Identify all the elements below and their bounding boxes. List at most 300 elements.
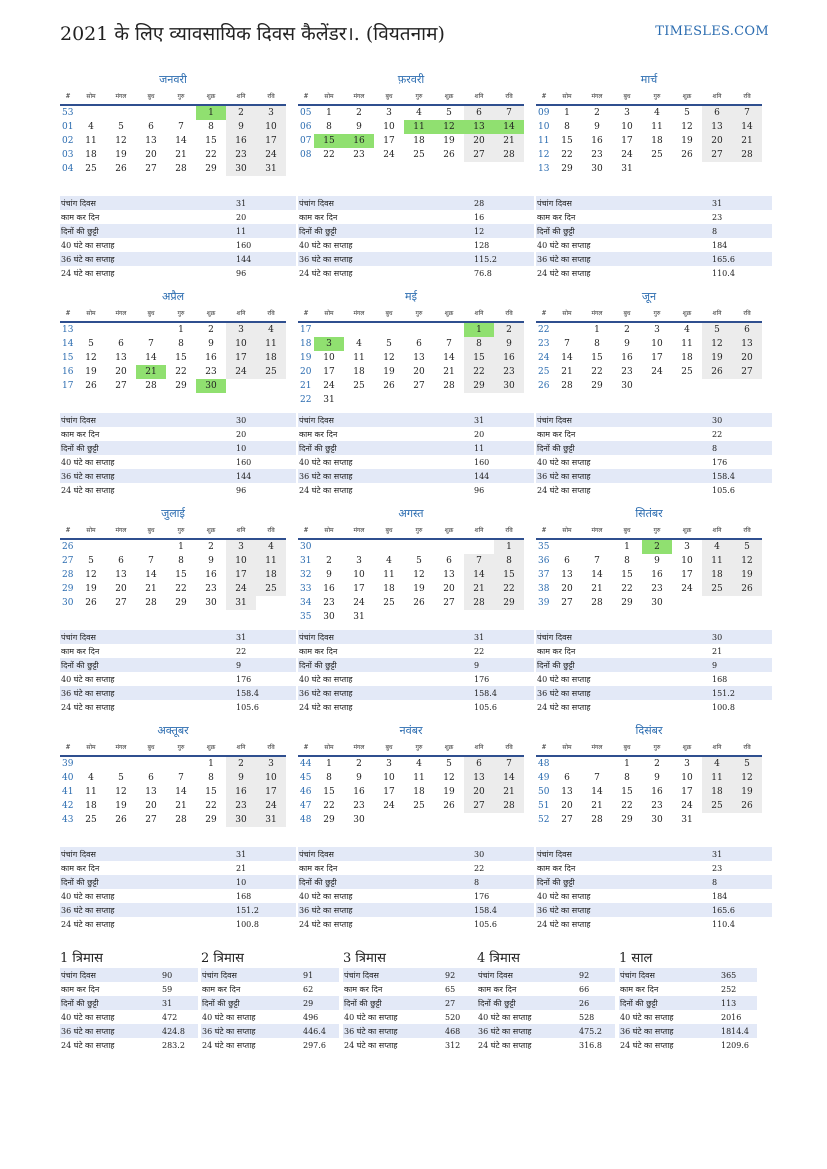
day-cell[interactable]: 13 [413, 353, 425, 363]
day-cell[interactable]: 15 [175, 353, 187, 363]
day-cell[interactable]: 15 [205, 787, 217, 797]
day-cell[interactable]: 1 [624, 759, 630, 769]
day-cell[interactable]: 11 [256, 337, 286, 351]
day-cell[interactable]: 26 [702, 365, 732, 379]
day-cell[interactable]: 6 [464, 106, 494, 120]
day-cell[interactable]: 23 [651, 584, 663, 594]
day-cell[interactable]: 20 [702, 134, 732, 148]
day-cell[interactable]: 27 [702, 148, 732, 162]
day-cell[interactable]: 4 [256, 323, 286, 337]
day-cell[interactable]: 4 [356, 339, 362, 349]
day-cell[interactable]: 17 [353, 584, 365, 594]
day-cell[interactable]: 20 [145, 801, 157, 811]
day-cell[interactable]: 8 [494, 554, 524, 568]
day-cell[interactable]: 24 [256, 148, 286, 162]
day-cell[interactable]: 21 [732, 134, 762, 148]
day-cell[interactable]: 25 [651, 150, 663, 160]
day-cell[interactable]: 20 [464, 785, 494, 799]
day-cell[interactable]: 25 [413, 150, 425, 160]
day-cell[interactable]: 17 [256, 785, 286, 799]
day-cell[interactable]: 29 [561, 164, 573, 174]
day-cell[interactable]: 12 [85, 570, 97, 580]
day-cell[interactable]: 15 [561, 136, 573, 146]
day-cell[interactable]: 7 [594, 556, 600, 566]
day-cell[interactable]: 6 [416, 339, 422, 349]
day-cell[interactable]: 21 [591, 584, 603, 594]
day-cell[interactable]: 14 [561, 353, 573, 363]
day-cell[interactable]: 12 [443, 773, 455, 783]
day-cell[interactable]: 14 [175, 136, 187, 146]
day-cell[interactable]: 30 [226, 162, 256, 176]
day-cell[interactable]: 12 [85, 353, 97, 363]
day-cell[interactable]: 11 [85, 787, 97, 797]
day-cell[interactable]: 24 [353, 598, 365, 608]
day-cell[interactable]: 15 [314, 134, 344, 148]
day-cell[interactable]: 11 [681, 339, 693, 349]
day-cell[interactable]: 9 [654, 556, 660, 566]
day-cell[interactable]: 12 [115, 136, 127, 146]
day-cell[interactable]: 19 [732, 785, 762, 799]
day-cell[interactable]: 5 [446, 108, 452, 118]
day-cell[interactable]: 10 [323, 353, 335, 363]
day-cell[interactable]: 5 [732, 540, 762, 554]
day-cell[interactable]: 8 [178, 339, 184, 349]
day-cell[interactable]: 27 [145, 815, 157, 825]
day-cell[interactable]: 28 [591, 815, 603, 825]
day-cell[interactable]: 24 [621, 150, 633, 160]
day-cell[interactable]: 25 [702, 799, 732, 813]
day-cell[interactable]: 11 [256, 554, 286, 568]
day-cell[interactable]: 1 [326, 108, 332, 118]
day-cell[interactable]: 25 [702, 582, 732, 596]
day-cell[interactable]: 24 [681, 801, 693, 811]
day-cell[interactable]: 5 [416, 556, 422, 566]
day-cell[interactable]: 3 [386, 108, 392, 118]
day-cell[interactable]: 13 [115, 353, 127, 363]
day-cell[interactable]: 19 [681, 136, 693, 146]
day-cell[interactable]: 13 [145, 787, 157, 797]
day-cell[interactable]: 8 [208, 773, 214, 783]
day-cell[interactable]: 4 [416, 108, 422, 118]
day-cell[interactable]: 5 [88, 556, 94, 566]
day-cell[interactable]: 17 [681, 570, 693, 580]
day-cell[interactable]: 24 [226, 365, 256, 379]
day-cell[interactable]: 30 [651, 598, 663, 608]
day-cell[interactable]: 17 [256, 134, 286, 148]
day-cell[interactable]: 14 [145, 353, 157, 363]
day-cell[interactable]: 13 [145, 136, 157, 146]
day-cell[interactable]: 4 [702, 757, 732, 771]
day-cell[interactable]: 29 [464, 379, 494, 393]
day-cell[interactable]: 9 [494, 337, 524, 351]
day-cell[interactable]: 23 [353, 801, 365, 811]
day-cell[interactable]: 6 [464, 757, 494, 771]
day-cell[interactable]: 15 [621, 787, 633, 797]
day-cell[interactable]: 23 [494, 365, 524, 379]
day-cell[interactable]: 13 [702, 120, 732, 134]
day-cell[interactable]: 26 [443, 801, 455, 811]
day-cell[interactable]: 2 [594, 108, 600, 118]
day-cell[interactable]: 20 [145, 150, 157, 160]
day-cell[interactable]: 9 [226, 771, 256, 785]
day-cell[interactable]: 10 [353, 570, 365, 580]
day-cell[interactable]: 4 [88, 773, 94, 783]
day-cell[interactable]: 29 [591, 381, 603, 391]
day-cell[interactable]: 26 [85, 598, 97, 608]
day-cell[interactable]: 7 [178, 773, 184, 783]
day-cell[interactable]: 27 [464, 799, 494, 813]
day-cell[interactable]: 5 [446, 759, 452, 769]
day-cell[interactable]: 24 [681, 584, 693, 594]
day-cell[interactable]: 19 [115, 801, 127, 811]
day-cell[interactable]: 8 [326, 773, 332, 783]
day-cell[interactable]: 17 [383, 787, 395, 797]
day-cell[interactable]: 12 [434, 120, 464, 134]
day-cell[interactable]: 5 [386, 339, 392, 349]
day-cell[interactable]: 10 [681, 773, 693, 783]
day-cell[interactable]: 18 [85, 150, 97, 160]
day-cell[interactable]: 27 [732, 365, 762, 379]
day-cell[interactable]: 6 [702, 106, 732, 120]
day-cell[interactable]: 10 [256, 771, 286, 785]
day-cell[interactable]: 16 [353, 787, 365, 797]
day-cell[interactable]: 25 [681, 367, 693, 377]
day-cell[interactable]: 6 [148, 122, 154, 132]
day-cell[interactable]: 6 [564, 773, 570, 783]
day-cell[interactable]: 18 [651, 136, 663, 146]
day-cell[interactable]: 20 [561, 584, 573, 594]
day-cell[interactable]: 9 [226, 120, 256, 134]
day-cell[interactable]: 27 [413, 381, 425, 391]
day-cell[interactable]: 16 [621, 353, 633, 363]
day-cell[interactable]: 2 [226, 106, 256, 120]
day-cell[interactable]: 9 [594, 122, 600, 132]
day-cell[interactable]: 28 [591, 598, 603, 608]
day-cell[interactable]: 16 [591, 136, 603, 146]
day-cell[interactable]: 9 [356, 773, 362, 783]
day-cell[interactable]: 1 [624, 542, 630, 552]
day-cell[interactable]: 24 [651, 367, 663, 377]
day-cell[interactable]: 22 [621, 584, 633, 594]
day-cell[interactable]: 27 [561, 815, 573, 825]
day-cell[interactable]: 7 [494, 106, 524, 120]
day-cell[interactable]: 2 [208, 325, 214, 335]
day-cell[interactable]: 5 [702, 323, 732, 337]
day-cell[interactable]: 3 [654, 325, 660, 335]
day-cell[interactable]: 14 [591, 570, 603, 580]
day-cell[interactable]: 29 [205, 164, 217, 174]
day-cell[interactable]: 27 [561, 598, 573, 608]
day-cell[interactable]: 9 [326, 570, 332, 580]
day-cell[interactable]: 22 [464, 365, 494, 379]
day-cell[interactable]: 30 [591, 164, 603, 174]
day-cell[interactable]: 3 [226, 323, 256, 337]
day-cell[interactable]: 24 [323, 381, 335, 391]
day-cell[interactable]: 25 [256, 365, 286, 379]
day-cell[interactable]: 28 [494, 799, 524, 813]
day-cell[interactable]: 19 [443, 136, 455, 146]
site-link[interactable]: TIMESLES.COM [655, 24, 769, 39]
day-cell[interactable]: 29 [323, 815, 335, 825]
day-cell[interactable]: 26 [115, 164, 127, 174]
day-cell[interactable]: 8 [594, 339, 600, 349]
day-cell[interactable]: 24 [383, 150, 395, 160]
day-cell[interactable]: 27 [443, 598, 455, 608]
day-cell[interactable]: 18 [383, 584, 395, 594]
day-cell[interactable]: 18 [353, 367, 365, 377]
day-cell[interactable]: 9 [208, 339, 214, 349]
day-cell[interactable]: 26 [383, 381, 395, 391]
day-cell[interactable]: 6 [446, 556, 452, 566]
day-cell[interactable]: 19 [383, 367, 395, 377]
day-cell[interactable]: 23 [591, 150, 603, 160]
day-cell[interactable]: 19 [443, 787, 455, 797]
day-cell[interactable]: 4 [702, 540, 732, 554]
day-cell[interactable]: 21 [561, 367, 573, 377]
day-cell[interactable]: 31 [226, 596, 256, 610]
day-cell[interactable]: 8 [178, 556, 184, 566]
day-cell[interactable]: 28 [175, 815, 187, 825]
day-cell[interactable]: 13 [464, 120, 494, 134]
day-cell[interactable]: 15 [494, 568, 524, 582]
day-cell[interactable]: 21 [175, 801, 187, 811]
day-cell[interactable]: 20 [464, 134, 494, 148]
day-cell[interactable]: 5 [88, 339, 94, 349]
day-cell[interactable]: 21 [464, 582, 494, 596]
day-cell[interactable]: 23 [205, 367, 217, 377]
day-cell[interactable]: 17 [226, 568, 256, 582]
day-cell[interactable]: 18 [702, 785, 732, 799]
day-cell[interactable]: 12 [702, 337, 732, 351]
day-cell[interactable]: 6 [118, 339, 124, 349]
day-cell[interactable]: 25 [256, 582, 286, 596]
day-cell[interactable]: 26 [681, 150, 693, 160]
day-cell[interactable]: 17 [681, 787, 693, 797]
day-cell[interactable]: 18 [681, 353, 693, 363]
day-cell[interactable]: 16 [205, 570, 217, 580]
day-cell[interactable]: 11 [413, 773, 425, 783]
day-cell[interactable]: 16 [651, 787, 663, 797]
day-cell[interactable]: 8 [624, 773, 630, 783]
day-cell[interactable]: 23 [226, 148, 256, 162]
day-cell[interactable]: 30 [353, 815, 365, 825]
day-cell[interactable]: 3 [256, 757, 286, 771]
day-cell[interactable]: 25 [353, 381, 365, 391]
day-cell[interactable]: 16 [205, 353, 217, 363]
day-cell[interactable]: 10 [651, 339, 663, 349]
day-cell[interactable]: 31 [323, 395, 335, 405]
day-cell[interactable]: 1 [594, 325, 600, 335]
day-cell[interactable]: 19 [413, 584, 425, 594]
day-cell[interactable]: 28 [561, 381, 573, 391]
day-cell[interactable]: 11 [85, 136, 97, 146]
day-cell[interactable]: 27 [115, 598, 127, 608]
day-cell[interactable]: 13 [443, 570, 455, 580]
day-cell[interactable]: 20 [115, 367, 127, 377]
day-cell[interactable]: 9 [654, 773, 660, 783]
day-cell[interactable]: 14 [175, 787, 187, 797]
day-cell[interactable]: 23 [353, 150, 365, 160]
day-cell[interactable]: 18 [702, 568, 732, 582]
day-cell[interactable]: 3 [256, 106, 286, 120]
day-cell[interactable]: 25 [85, 164, 97, 174]
day-cell[interactable]: 15 [175, 570, 187, 580]
day-cell[interactable]: 10 [226, 337, 256, 351]
day-cell[interactable]: 7 [464, 554, 494, 568]
day-cell[interactable]: 4 [684, 325, 690, 335]
day-cell[interactable]: 23 [651, 801, 663, 811]
day-cell[interactable]: 15 [621, 570, 633, 580]
day-cell[interactable]: 31 [256, 813, 286, 827]
day-cell[interactable]: 28 [732, 148, 762, 162]
day-cell[interactable]: 2 [654, 759, 660, 769]
day-cell[interactable]: 29 [621, 598, 633, 608]
day-cell[interactable]: 6 [148, 773, 154, 783]
day-cell[interactable]: 31 [681, 815, 693, 825]
day-cell[interactable]: 7 [564, 339, 570, 349]
day-cell[interactable]: 3 [684, 759, 690, 769]
day-cell[interactable]: 3 [386, 759, 392, 769]
day-cell[interactable]: 21 [175, 150, 187, 160]
day-cell[interactable]: 27 [464, 148, 494, 162]
day-cell[interactable]: 2 [642, 540, 672, 554]
day-cell[interactable]: 12 [732, 554, 762, 568]
day-cell[interactable]: 14 [494, 120, 524, 134]
day-cell[interactable]: 12 [383, 353, 395, 363]
day-cell[interactable]: 14 [464, 568, 494, 582]
day-cell[interactable]: 6 [732, 323, 762, 337]
day-cell[interactable]: 22 [205, 801, 217, 811]
day-cell[interactable]: 1 [494, 540, 524, 554]
day-cell[interactable]: 6 [118, 556, 124, 566]
day-cell[interactable]: 8 [464, 337, 494, 351]
day-cell[interactable]: 30 [494, 379, 524, 393]
day-cell[interactable]: 14 [494, 771, 524, 785]
day-cell[interactable]: 27 [145, 164, 157, 174]
day-cell[interactable]: 14 [145, 570, 157, 580]
day-cell[interactable]: 22 [175, 584, 187, 594]
day-cell[interactable]: 2 [494, 323, 524, 337]
day-cell[interactable]: 26 [85, 381, 97, 391]
day-cell[interactable]: 14 [443, 353, 455, 363]
day-cell[interactable]: 30 [196, 379, 226, 393]
day-cell[interactable]: 21 [136, 365, 166, 379]
day-cell[interactable]: 11 [404, 120, 434, 134]
day-cell[interactable]: 5 [732, 757, 762, 771]
day-cell[interactable]: 22 [323, 801, 335, 811]
day-cell[interactable]: 29 [621, 815, 633, 825]
day-cell[interactable]: 11 [702, 554, 732, 568]
day-cell[interactable]: 11 [353, 353, 365, 363]
day-cell[interactable]: 30 [651, 815, 663, 825]
day-cell[interactable]: 3 [684, 542, 690, 552]
day-cell[interactable]: 21 [145, 584, 157, 594]
day-cell[interactable]: 12 [115, 787, 127, 797]
day-cell[interactable]: 13 [732, 337, 762, 351]
day-cell[interactable]: 18 [413, 787, 425, 797]
day-cell[interactable]: 7 [732, 106, 762, 120]
day-cell[interactable]: 1 [464, 323, 494, 337]
day-cell[interactable]: 22 [205, 150, 217, 160]
day-cell[interactable]: 29 [175, 381, 187, 391]
day-cell[interactable]: 14 [591, 787, 603, 797]
day-cell[interactable]: 23 [205, 584, 217, 594]
day-cell[interactable]: 5 [684, 108, 690, 118]
day-cell[interactable]: 21 [591, 801, 603, 811]
day-cell[interactable]: 30 [226, 813, 256, 827]
day-cell[interactable]: 15 [323, 787, 335, 797]
day-cell[interactable]: 23 [621, 367, 633, 377]
day-cell[interactable]: 20 [115, 584, 127, 594]
day-cell[interactable]: 2 [208, 542, 214, 552]
day-cell[interactable]: 30 [205, 598, 217, 608]
day-cell[interactable]: 21 [494, 785, 524, 799]
day-cell[interactable]: 18 [256, 568, 286, 582]
day-cell[interactable]: 18 [85, 801, 97, 811]
day-cell[interactable]: 26 [732, 799, 762, 813]
day-cell[interactable]: 25 [383, 598, 395, 608]
day-cell[interactable]: 23 [226, 799, 256, 813]
day-cell[interactable]: 28 [145, 381, 157, 391]
day-cell[interactable]: 3 [314, 337, 344, 351]
day-cell[interactable]: 28 [494, 148, 524, 162]
day-cell[interactable]: 17 [651, 353, 663, 363]
day-cell[interactable]: 29 [175, 598, 187, 608]
day-cell[interactable]: 19 [115, 150, 127, 160]
day-cell[interactable]: 27 [115, 381, 127, 391]
day-cell[interactable]: 22 [494, 582, 524, 596]
day-cell[interactable]: 8 [624, 556, 630, 566]
day-cell[interactable]: 10 [226, 554, 256, 568]
day-cell[interactable]: 13 [561, 570, 573, 580]
day-cell[interactable]: 16 [651, 570, 663, 580]
day-cell[interactable]: 29 [205, 815, 217, 825]
day-cell[interactable]: 28 [175, 164, 187, 174]
day-cell[interactable]: 15 [591, 353, 603, 363]
day-cell[interactable]: 20 [732, 351, 762, 365]
day-cell[interactable]: 3 [226, 540, 256, 554]
day-cell[interactable]: 1 [196, 106, 226, 120]
day-cell[interactable]: 17 [226, 351, 256, 365]
day-cell[interactable]: 22 [561, 150, 573, 160]
day-cell[interactable]: 20 [443, 584, 455, 594]
day-cell[interactable]: 24 [226, 582, 256, 596]
day-cell[interactable]: 17 [383, 136, 395, 146]
day-cell[interactable]: 9 [624, 339, 630, 349]
day-cell[interactable]: 22 [175, 367, 187, 377]
day-cell[interactable]: 16 [494, 351, 524, 365]
day-cell[interactable]: 12 [413, 570, 425, 580]
day-cell[interactable]: 10 [681, 556, 693, 566]
day-cell[interactable]: 8 [208, 122, 214, 132]
day-cell[interactable]: 17 [323, 367, 335, 377]
day-cell[interactable]: 19 [85, 367, 97, 377]
day-cell[interactable]: 7 [148, 556, 154, 566]
day-cell[interactable]: 15 [205, 136, 217, 146]
day-cell[interactable]: 16 [226, 134, 256, 148]
day-cell[interactable]: 6 [564, 556, 570, 566]
day-cell[interactable]: 13 [561, 787, 573, 797]
day-cell[interactable]: 24 [256, 799, 286, 813]
day-cell[interactable]: 10 [383, 122, 395, 132]
day-cell[interactable]: 20 [561, 801, 573, 811]
day-cell[interactable]: 1 [208, 759, 214, 769]
day-cell[interactable]: 7 [148, 339, 154, 349]
day-cell[interactable]: 12 [732, 771, 762, 785]
day-cell[interactable]: 7 [446, 339, 452, 349]
day-cell[interactable]: 5 [118, 773, 124, 783]
day-cell[interactable]: 31 [353, 612, 365, 622]
